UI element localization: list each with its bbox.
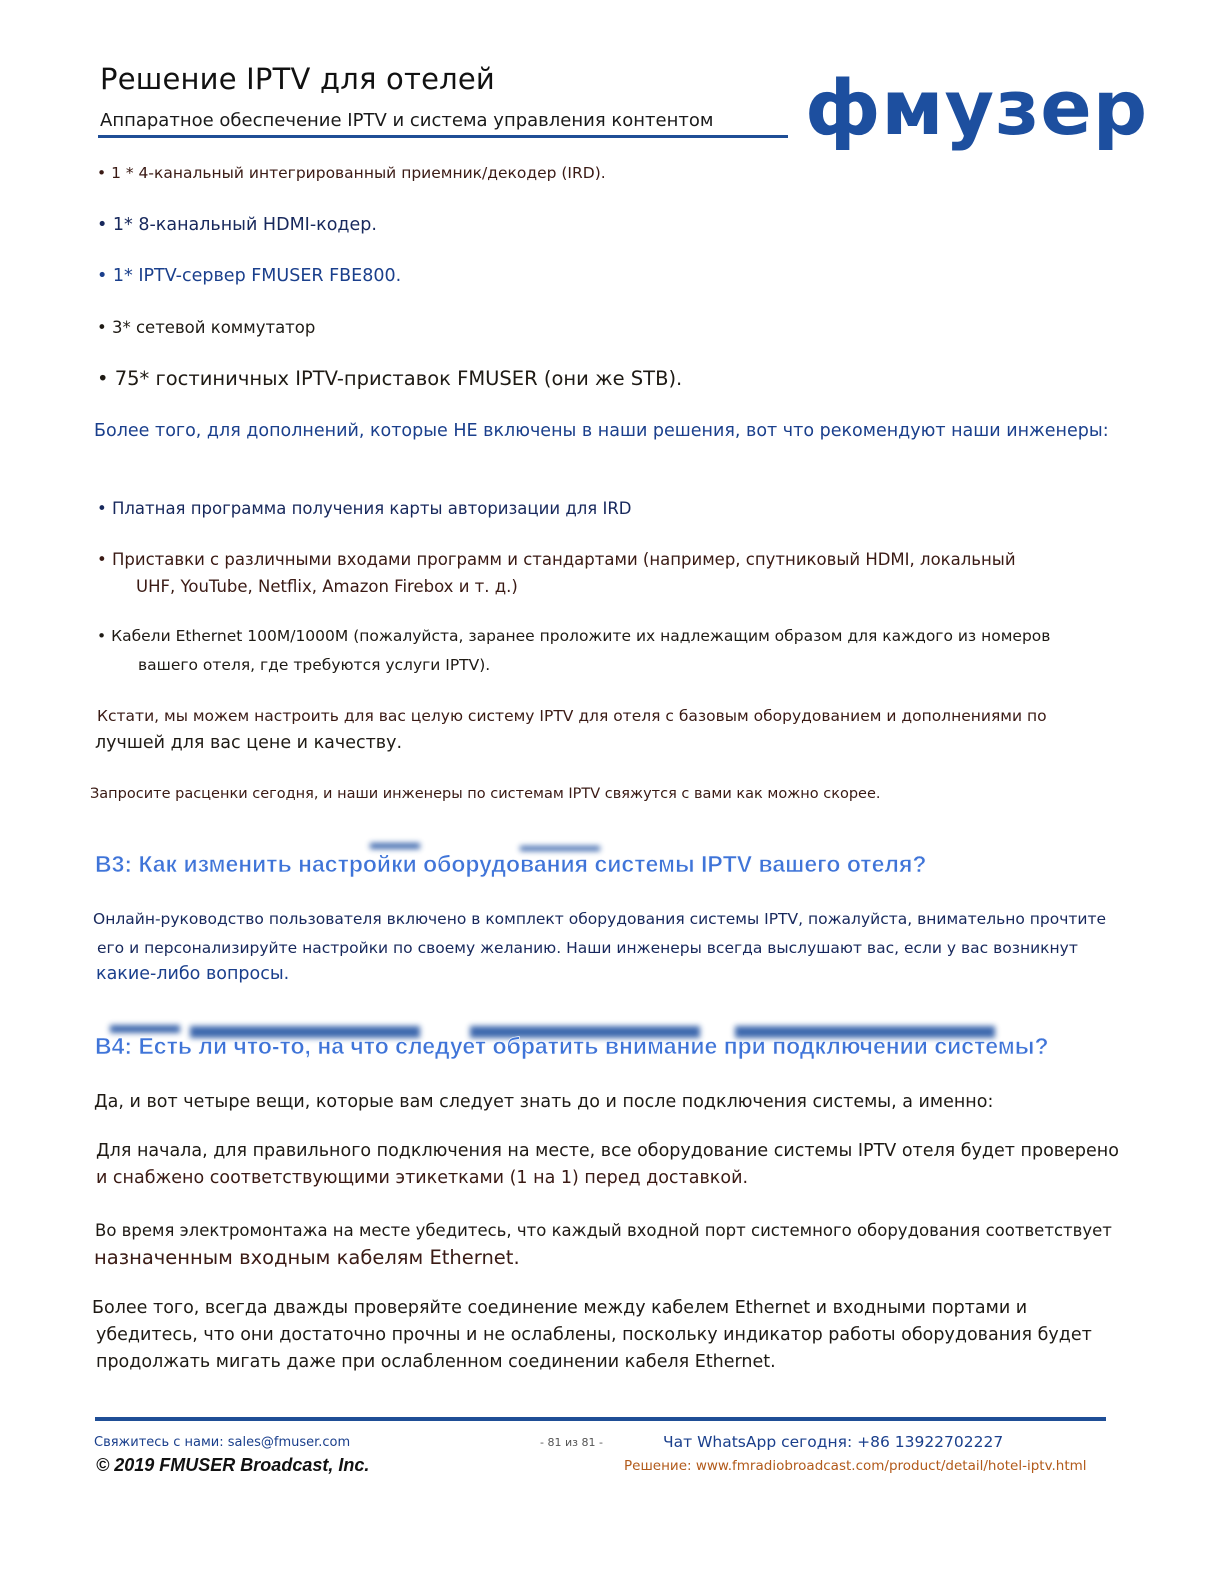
footer-contact: Свяжитесь с нами: sales@fmuser.com — [94, 1435, 351, 1450]
equipment-item: • 1 * 4-канальный интегрированный приемник/декодер (IRD). — [97, 164, 606, 182]
addon-item-continuation: вашего отеля, где требуются услуги IPTV). — [138, 656, 491, 674]
brand-logo: фмузер — [805, 63, 1149, 152]
footer-solution-link: Решение: www.fmradiobroadcast.com/product/detail/hotel-iptv.html — [624, 1458, 1087, 1474]
section-heading-q4: В4: Есть ли что-то, на что следует обратить внимание при подключении системы? — [95, 1033, 1049, 1059]
q4-paragraph-line: продолжать мигать даже при ослабленном соединении кабеля Ethernet. — [96, 1352, 776, 1372]
page-title: Решение IPTV для отелей — [100, 62, 495, 96]
addon-item: • Приставки с различными входами программ и стандартами (например, спутниковый HDMI, локальный — [97, 550, 1016, 569]
header-divider — [98, 135, 788, 138]
q4-paragraph-line: убедитесь, что они достаточно прочны и не ослаблены, поскольку индикатор работы оборудования будет — [96, 1325, 1092, 1345]
addon-item: • Кабели Ethernet 100M/1000M (пожалуйста, заранее проложите их надлежащим образом для каждого из номеров — [97, 627, 1051, 645]
quote-request: Запросите расценки сегодня, и наши инженеры по системам IPTV свяжутся с вами как можно скорее. — [90, 786, 881, 802]
q4-paragraph-line: Для начала, для правильного подключения на месте, все оборудование системы IPTV отеля будет проверено — [96, 1141, 1119, 1161]
page-subtitle: Аппаратное обеспечение IPTV и система управления контентом — [100, 110, 714, 131]
q4-paragraph-line: назначенным входным кабелям Ethernet. — [94, 1246, 520, 1269]
q4-paragraph-line: Более того, всегда дважды проверяйте соединение между кабелем Ethernet и входными портами и — [92, 1298, 1028, 1318]
q4-intro: Да, и вот четыре вещи, которые вам следует знать до и после подключения системы, а именно: — [94, 1092, 994, 1112]
equipment-item: • 1* IPTV-сервер FMUSER FBE800. — [97, 266, 402, 286]
q3-body-line: его и персонализируйте настройки по своему желанию. Наши инженеры всегда выслушают вас, если у вас возникнут — [97, 939, 1078, 957]
q3-body-line: какие-либо вопросы. — [96, 964, 290, 984]
heading-banner-smudge — [110, 1025, 180, 1033]
equipment-item: • 75* гостиничных IPTV-приставок FMUSER (они же STB). — [97, 367, 683, 390]
footer-copyright: © 2019 FMUSER Broadcast, Inc. — [96, 1455, 370, 1475]
offer-text: лучшей для вас цене и качеству. — [95, 733, 403, 753]
q4-paragraph-line: и снабжено соответствующими этикетками (1 на 1) перед доставкой. — [96, 1168, 749, 1188]
q3-body-line: Онлайн-руководство пользователя включено в комплект оборудования системы IPTV, пожалуйста, внимательно прочтите — [93, 910, 1107, 928]
equipment-item: • 1* 8-канальный HDMI-кодер. — [97, 215, 377, 235]
section-heading-q3: В3: Как изменить настройки оборудования системы IPTV вашего отеля? — [95, 851, 927, 877]
addon-item: • Платная программа получения карты авторизации для IRD — [97, 499, 632, 518]
q4-paragraph-line: Во время электромонтажа на месте убедитесь, что каждый входной порт системного оборудования соответствует — [95, 1221, 1112, 1240]
page-number: - 81 из 81 - — [540, 1436, 603, 1449]
heading-banner-smudge — [370, 843, 420, 849]
addons-intro: Более того, для дополнений, которые НЕ включены в наши решения, вот что рекомендуют наши инженеры: — [94, 421, 1109, 441]
equipment-item: • 3* сетевой коммутатор — [97, 318, 316, 337]
footer-divider — [95, 1417, 1106, 1421]
addon-item-continuation: UHF, YouTube, Netflix, Amazon Firebox и т. д.) — [136, 577, 518, 596]
footer-whatsapp: Чат WhatsApp сегодня: +86 13922702227 — [663, 1433, 1004, 1451]
offer-text: Кстати, мы можем настроить для вас целую систему IPTV для отеля с базовым оборудованием и дополнениями по — [97, 707, 1047, 725]
